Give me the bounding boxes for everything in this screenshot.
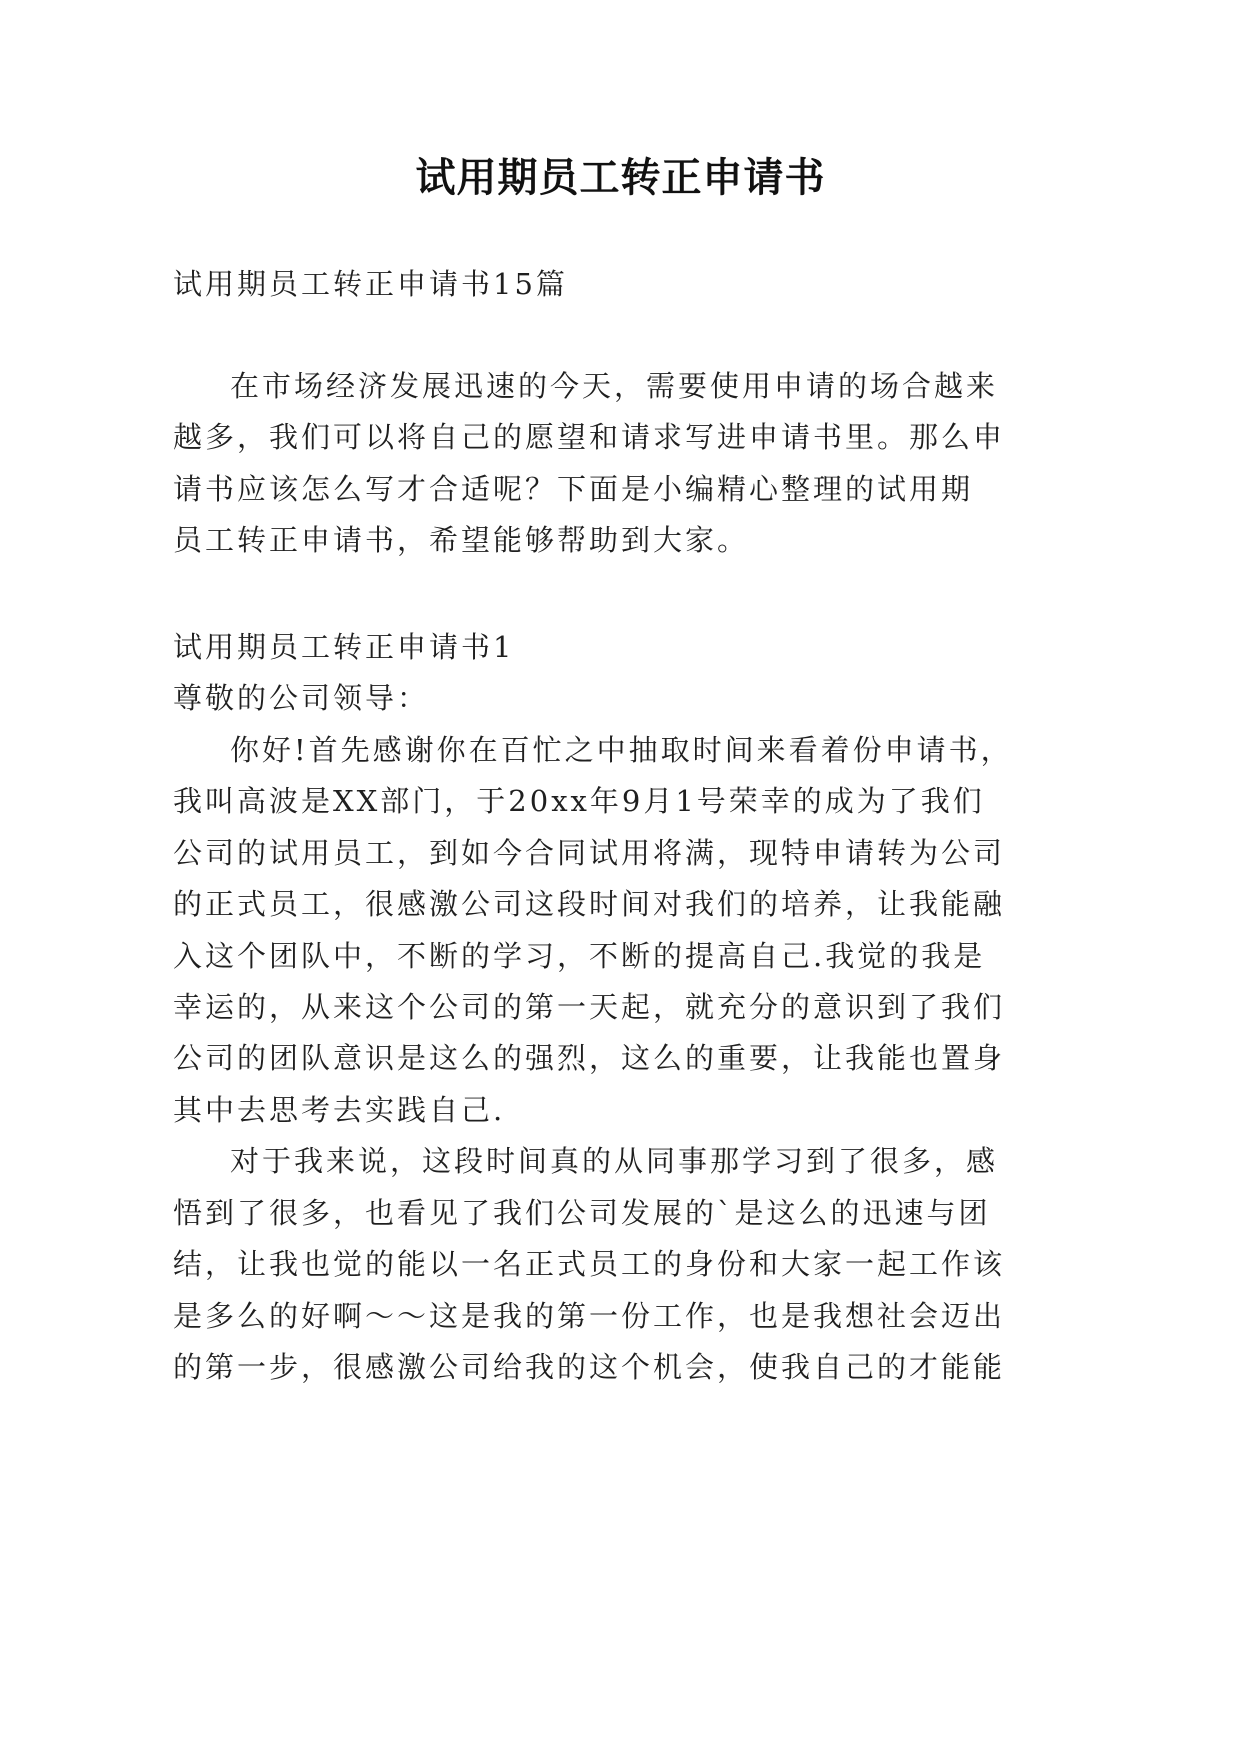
paragraph-line: 的第一步，很感激公司给我的这个机会，使我自己的才能能	[173, 1350, 1006, 1384]
paragraph-line: 的正式员工，很感激公司这段时间对我们的培养，让我能融	[173, 887, 1006, 921]
intro-line: 员工转正申请书，希望能够帮助到大家。	[173, 523, 750, 557]
paragraph-line: 对于我来说，这段时间真的从同事那学习到了很多，感	[230, 1144, 999, 1178]
paragraph-line: 入这个团队中，不断的学习，不断的提高自己.我觉的我是	[173, 939, 986, 973]
paragraph-line: 公司的团队意识是这么的强烈，这么的重要，让我能也置身	[173, 1041, 1006, 1075]
salutation: 尊敬的公司领导：	[173, 681, 430, 715]
paragraph-line: 公司的试用员工，到如今合同试用将满，现特申请转为公司	[173, 836, 1006, 870]
paragraph-line: 我叫高波是XX部门，于20xx年9月1号荣幸的成为了我们	[173, 784, 985, 818]
intro-line: 请书应该怎么写才合适呢？下面是小编精心整理的试用期	[173, 472, 974, 506]
document-title: 试用期员工转正申请书	[415, 155, 826, 201]
paragraph-line: 幸运的，从来这个公司的第一天起，就充分的意识到了我们	[173, 990, 1006, 1024]
section-heading: 试用期员工转正申请书1	[173, 630, 515, 664]
paragraph-line: 结，让我也觉的能以一名正式员工的身份和大家一起工作该	[173, 1247, 1006, 1281]
paragraph-line: 你好!首先感谢你在百忙之中抽取时间来看着份申请书，	[230, 733, 1013, 767]
intro-line: 越多，我们可以将自己的愿望和请求写进申请书里。那么申	[173, 420, 1006, 454]
paragraph-line: 其中去思考去实践自己.	[173, 1093, 506, 1127]
intro-line: 在市场经济发展迅速的今天，需要使用申请的场合越来	[230, 369, 999, 403]
paragraph-line: 悟到了很多，也看见了我们公司发展的`是这么的迅速与团	[173, 1196, 991, 1230]
subtitle: 试用期员工转正申请书15篇	[173, 267, 568, 301]
paragraph-line: 是多么的好啊～～这是我的第一份工作，也是我想社会迈出	[173, 1299, 1006, 1333]
